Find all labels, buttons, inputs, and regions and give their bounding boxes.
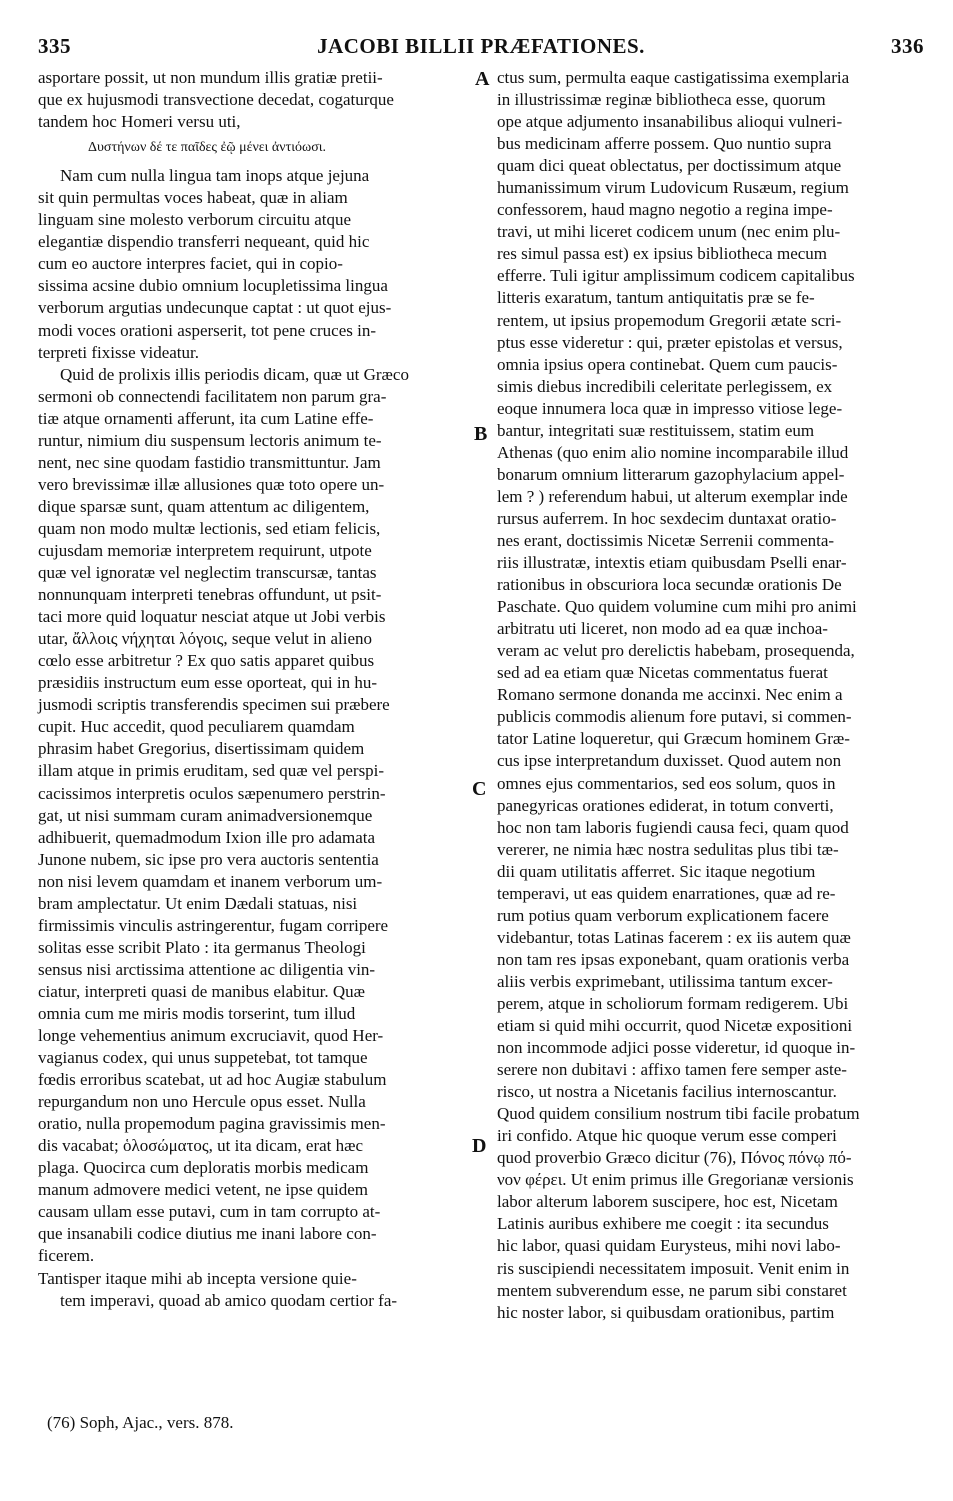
text-line: plaga. Quocirca cum deploratis morbis medicam (38, 1158, 369, 1178)
margin-marker-a: A (475, 68, 490, 90)
text-line: mentem subverendum esse, ne parum sibi constaret (497, 1280, 847, 1300)
text-line: dii quam utilitatis afferret. Sic itaque negotium (497, 861, 816, 881)
text-line: simis diebus incredibili celeritate perlegissem, ex (497, 376, 833, 396)
text-line: quam dici queat oblectatus, per doctissimum atque (497, 156, 842, 176)
text-line: non nisi levem quamdam et inanem verborum um- (38, 871, 383, 891)
text-line: confessorem, haud magno negotio a regina impe- (497, 200, 833, 220)
text-line: terpreti fixisse videatur. (38, 342, 199, 362)
text-line: rationibus in obscuriora loca secundæ orationis De (497, 575, 842, 595)
text-line: riis illustratæ, intextis etiam quibusdam Pselli enar- (497, 553, 847, 573)
text-line: quæ vel ignoratæ vel neglectim transcursæ, tantas (38, 563, 377, 583)
text-line: longe vehementius animum excruciavit, quod Her- (38, 1026, 384, 1046)
text-line: cum eo auctore interpres faciet, qui in copio- (38, 254, 343, 274)
text-line: tiæ atque ornamenti afferunt, ita cum Latine effe- (38, 408, 374, 428)
text-line: manum admovere medici vetent, ne ipse quidem (38, 1180, 368, 1200)
text-line: utar, ἄλλοις νήχηται λόγοις, seque velut in alieno (38, 629, 373, 649)
text-line: tator Latine loqueretur, qui Græcum hominem Græ- (497, 729, 850, 749)
text-line: vagianus codex, qui unus suppetebat, tot tamque (38, 1048, 368, 1068)
text-line: travi, ut mihi liceret codicem unum (nec enim plu- (497, 222, 841, 242)
text-line: quam non modo multæ lectionis, sed etiam felicis, (38, 518, 381, 538)
text-line: Tantisper itaque mihi ab incepta versione quie- (38, 1268, 357, 1288)
text-line: linguam sine molesto verborum circuitu atque (38, 210, 352, 230)
text-line: perem, atque in scholiorum formam redigerem. Ubi (497, 993, 849, 1013)
text-line: bonarum omnium litterarum gazophylacium appel- (497, 464, 845, 484)
text-line: etiam si quid mihi occurrit, quod Nicetæ expositioni (497, 1016, 853, 1036)
text-line: asportare possit, ut non mundum illis gratiæ pretii- (38, 68, 383, 87)
text-line: vero brevissimæ illæ allusiones quæ toto opere un- (38, 474, 385, 494)
text-line: hic labor, quasi quidam Eurysteus, mihi novi labo- (497, 1236, 841, 1256)
text-line: verborum argutias undecunque captat : ut quot ejus- (38, 298, 392, 318)
left-text-column (38, 67, 462, 1312)
text-line: litteris exaratum, tantum antiquitatis præ se fe- (497, 288, 815, 308)
text-line: fœdis erroribus scatebat, ut ad hoc Augiæ stabulum (38, 1070, 387, 1090)
text-line: ptus esse videretur : qui, præter epistolas et versus, (497, 332, 843, 352)
text-line: res simul passa est) ex ipsius bibliotheca mecum (497, 244, 828, 264)
text-line: labor alterum laborem suscipere, hoc est, Nicetam (497, 1192, 838, 1212)
text-line: νον φέρει. Ut enim primus ille Gregorianæ versionis (497, 1170, 854, 1190)
text-line: arbitratu uti liceret, non modo ad ea quæ inchoa- (497, 619, 828, 639)
text-line: humanissimum virum Ludovicum Rusæum, regium (497, 178, 849, 198)
text-line: oratio, nulla propemodum pagina gravissimis men- (38, 1114, 386, 1134)
text-line: cujusdam memoriæ interpretem requirunt, utpote (38, 540, 372, 560)
right-text-column (497, 67, 925, 1324)
text-line: bus medicinam afferre possem. Quo nuntio supra (497, 134, 832, 154)
text-line: taci more quid loquatur nesciat atque ut Jobi verbis (38, 607, 386, 627)
text-line: serere non dubitavi : affixo tamen fere semper aste- (497, 1060, 847, 1080)
text-line: omnia cum me miris modis torserint, tum illud (38, 1003, 356, 1023)
text-line: bram amplectatur. Ut enim Dædali statuas, nisi (38, 893, 358, 913)
page-number-left: 335 (38, 34, 71, 58)
text-line: dique sparsæ sunt, quam attentum ac diligentem, (38, 496, 370, 516)
page-header (38, 34, 924, 60)
text-line: elegantiæ dispendio transferri nequeant, quid hic (38, 232, 370, 252)
text-line: quod proverbio Græco dicitur (76), Πόνος πόνῳ πό- (497, 1148, 852, 1168)
text-line: Δυστήνων δέ τε παῖδες ἐῷ μένει ἀντιόωσι. (88, 140, 327, 156)
text-line: Junone nubem, sic ipse pro vera auctoris sententia (38, 849, 379, 869)
text-line: cacissimos interpretis oculos sæpenumero perstrin- (38, 783, 386, 803)
page-number-right: 336 (891, 34, 924, 58)
text-line: modi voces orationi asperserit, tot pene cruces in- (38, 320, 376, 340)
text-line: runtur, nimium diu suspensum lectoris animum te- (38, 430, 382, 450)
text-line: rursus auferrem. In hoc sexdecim duntaxat oratio- (497, 508, 837, 528)
text-line: ciatur, interpreti quasi de manibus elabitur. Quæ (38, 981, 365, 1001)
text-line: nent, nec sine quodam fastidio transmittuntur. Jam (38, 452, 381, 472)
text-line: dis vacabat; ὁλοσώματος, ut ita dicam, erat hæc (38, 1136, 364, 1156)
text-line: Paschate. Quo quidem volumine cum mihi pro animi (497, 597, 857, 617)
text-line: aliis verbis exprimebant, utilissima tantum excer- (497, 971, 833, 991)
text-line: cœlo esse arbitretur ? Ex quo satis apparet quibus (38, 651, 375, 671)
text-line: iri confido. Atque hic quoque verum esse comperi (497, 1126, 837, 1146)
text-line: bantur, integritati suæ restituissem, statim eum (497, 420, 815, 440)
text-line: ficerem. (38, 1246, 95, 1266)
text-line: non tam res ipsas exponebant, quam orationis verba (497, 949, 850, 969)
text-line: temperavi, ut eas quidem enarrationes, quæ ad re- (497, 883, 836, 903)
text-line: hic noster labor, si quibusdam orationibus, partim (497, 1302, 835, 1322)
text-line: sissima acsine dubio omnium locupletissima lingua (38, 276, 388, 296)
text-line: hoc non tam laboris fugiendi causa feci, quam quod (497, 817, 849, 837)
text-line: non incommode adjici posse videretur, id quoque in- (497, 1038, 856, 1058)
text-line: efferre. Tuli igitur amplissimum codicem capitalibus (497, 266, 855, 286)
text-line: Latinis auribus exhibere me coegit : ita secundus (497, 1214, 829, 1234)
text-line: repurgandum non uno Hercule opus esset. Nulla (38, 1092, 366, 1112)
text-line: causam ullam esse putavi, cum in tam corrupto at- (38, 1202, 381, 1222)
text-line: solitas esse scribit Plato : ita germanus Theologi (38, 937, 366, 957)
text-line: Nam cum nulla lingua tam inops atque jejuna (60, 166, 370, 186)
text-line: jusmodi scriptis transferendis specimen sui præbere (38, 695, 390, 715)
text-line: videbantur, totas Latinas facerem : ex iis autem quæ (497, 927, 851, 947)
text-line: sit quin permultas voces habeat, quæ in aliam (38, 188, 348, 208)
text-line: veram ac velut pro derelictis habebam, prosequenda, (497, 641, 855, 661)
text-line: sensus nisi arctissima attentione ac diligentia vin- (38, 959, 376, 979)
text-line: vererer, ne nimia hæc nostra sedulitas plus tibi tæ- (497, 839, 839, 859)
footnote: (76) Soph, Ajac., vers. 878. (47, 1413, 234, 1432)
margin-marker-c: C (472, 778, 487, 800)
text-line: omnes ejus commentarios, sed eos solum, quos in (497, 773, 836, 793)
margin-marker-d: D (472, 1135, 487, 1157)
text-line: adhibuerit, quemadmodum Ixion ille pro adamata (38, 827, 376, 847)
text-line: gat, ut nisi summam curam animadversionemque (38, 805, 373, 825)
text-line: Quid de prolixis illis periodis dicam, quæ ut Græco (60, 364, 409, 384)
text-line: rum potius quam verborum explicationem facere (497, 905, 829, 925)
running-title: JACOBI BILLII PRÆFATIONES. (317, 34, 645, 58)
text-line: que insanabili codice diutius me inani labore con- (38, 1224, 377, 1244)
margin-marker-b: B (474, 423, 488, 445)
text-line: publicis commodis alienum fore putavi, si commen- (497, 707, 852, 727)
text-line: tandem hoc Homeri versu uti, (38, 112, 241, 132)
text-line: panegyricas orationes ediderat, in totum converti, (497, 795, 834, 815)
text-line: sed ad ea etiam quæ Nicetas commentatus fuerat (497, 663, 828, 683)
text-line: ope atque adjumento insanabilibus alioqui vulneri- (497, 112, 843, 132)
text-line: firmissimis vinculis astringerentur, fugam corripere (38, 915, 389, 935)
text-line: Athenas (quo enim alio nomine incomparabile illud (497, 442, 849, 462)
text-line: illam atque in primis eruditam, sed quæ vel perspi- (38, 761, 385, 781)
text-line: cus ipse interpretandum duxisset. Quod autem non (497, 751, 842, 771)
text-line: risco, ut nostra a Nicetanis facilius internoscantur. (497, 1082, 837, 1102)
text-line: in illustrissimæ reginæ bibliotheca esse, quorum (497, 90, 826, 110)
text-line: Quod quidem consilium nostrum tibi facile probatum (497, 1104, 860, 1124)
text-line: phrasim habet Gregorius, disertissimam quidem (38, 739, 365, 759)
text-line: ctus sum, permulta eaque castigatissima exemplaria (497, 68, 850, 87)
text-line: lem ? ) referendum habui, ut alterum exemplar inde (497, 486, 848, 506)
text-line: nonnunquam interpreti tenebras offundunt, ut psit- (38, 585, 382, 605)
text-line: cupit. Huc accedit, quod peculiarem quamdam (38, 717, 355, 737)
text-line: ris suscipiendi necessitatem imposuit. Venit enim in (497, 1258, 850, 1278)
text-line: que ex hujusmodi transvectione decedat, cogaturque (38, 90, 394, 110)
text-line: nes erant, doctissimis Nicetæ Serrenii commenta- (497, 530, 835, 550)
text-line: tem imperavi, quoad ab amico quodam certior fa- (60, 1290, 398, 1310)
text-line: Romano sermone donanda me accinxi. Nec enim a (497, 685, 843, 705)
text-line: eoque innumera loca quæ in impresso vitiose lege- (497, 398, 843, 418)
text-line: sermoni ob connectendi facilitatem non parum gra- (38, 386, 387, 406)
text-line: præsidiis instructum eum esse oporteat, qui in hu- (38, 673, 378, 693)
text-line: rentem, ut ipsius propemodum Gregorii ætate scri- (497, 310, 842, 330)
text-line: omnia ipsius opera continebat. Quem cum paucis- (497, 354, 838, 374)
